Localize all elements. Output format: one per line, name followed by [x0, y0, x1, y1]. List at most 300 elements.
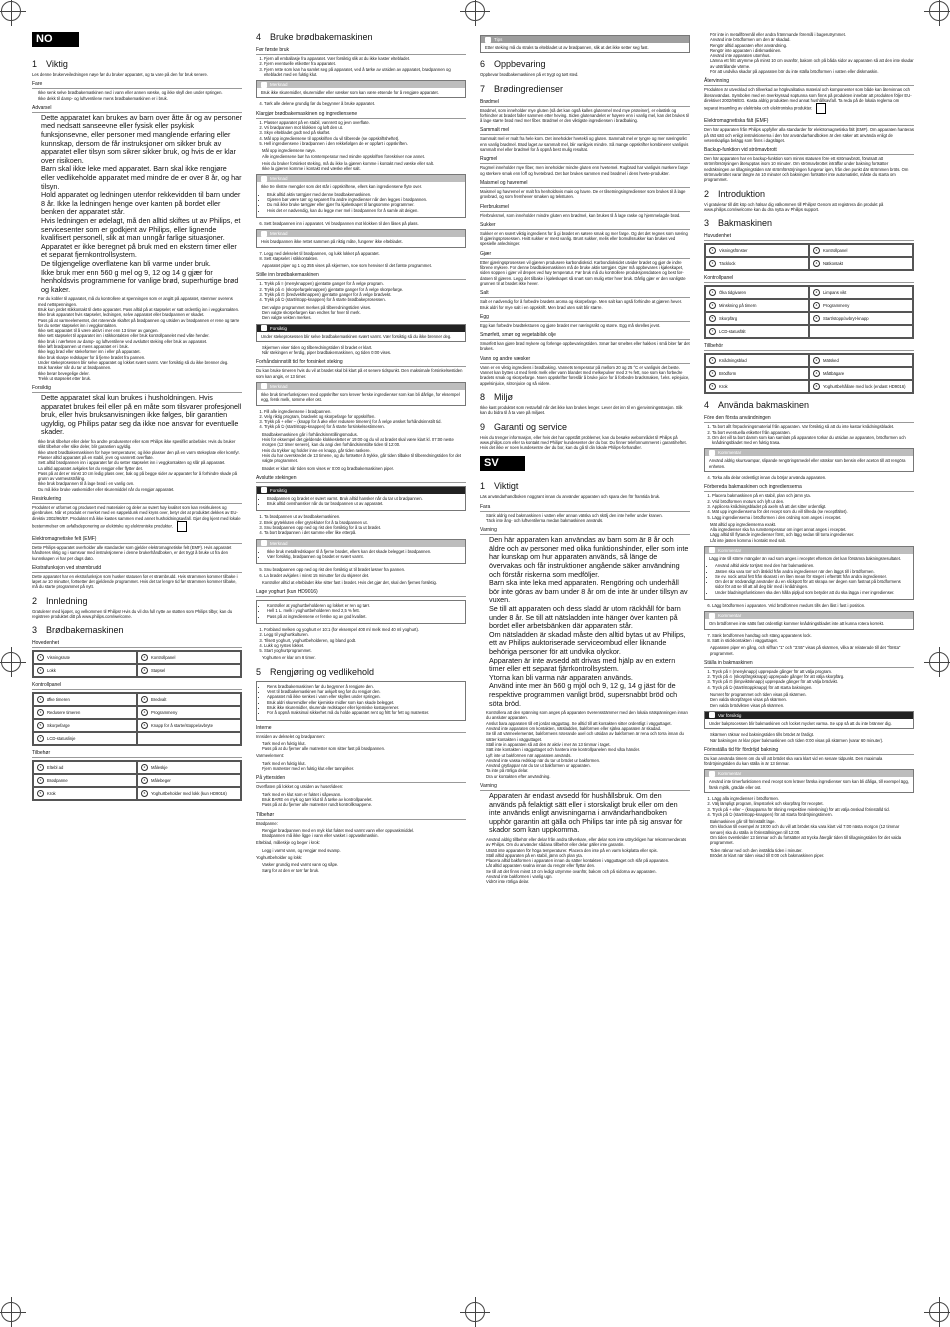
- part-label: Öka tidgivaren: [719, 290, 746, 296]
- list-item: • Se till att värmeelementet, bakformens roterande axel och utsidan av bakformen är rena och torra innan du sätter kontakten i vägguttaget.: [486, 731, 690, 742]
- maismel-heading: Maismel og havremel: [480, 180, 690, 188]
- list-item: 2. Trykk på ⊙ (skorpefargeknappen) gjentatte ganger for å velge skorpefarge.: [264, 287, 466, 292]
- maismel-text: Maismel og havremel er malt fra henholdsvis mais og havre. De er tilsetningsingredienser som brukes til å lage grovbrød, og som fremhever smaken og teksturen.: [480, 188, 686, 200]
- part-cell: [33, 732, 137, 745]
- crop-mark-bottom-center: [465, 1302, 485, 1322]
- part-cell: [137, 664, 241, 677]
- part-cell: [705, 312, 809, 325]
- list-item: • Pass på at ingrediensene er ferske og av god kvalitet.: [267, 614, 461, 619]
- list-item: 6. La brødet avkjøles i minst 15 minutter før du skjærer det.: [264, 573, 466, 578]
- list-item: 5. Start yoghurtprogrammet.: [264, 648, 466, 653]
- part-number-icon: 4: [141, 667, 148, 674]
- list-item: • Placera alltid bakformen i apparaten innan du sätter kontakten i vägguttaget och slår på apparaten.: [486, 858, 690, 863]
- list-item: 3. Trykk på + eller − (knapp for å øke eller redusere timeren) for å velge ønsket forhåndsinnstilt tid.: [264, 419, 466, 424]
- list-item: 5. Snu brødpannen opp ned og rist den forsiktig ut til brødet løsner fra pannen.: [264, 567, 466, 572]
- part-cell: [705, 299, 809, 312]
- list-item: • Ytorna kan bli varma när apparaten används.: [489, 674, 690, 683]
- tips-icon: [485, 37, 491, 43]
- garanti-text: Hvis du trenger informasjon, eller hvis det har oppstått problemer, kan du besøke webområdet til Philips på www.philips.com eller ta kontakt med Philips' kundesenter der du bor. Du finner telefonnummeret i garantiheftet. Hvis det ikke er noen kundesentre der du bor, kan du gå til din lokale Philips-forhandler.: [480, 434, 687, 451]
- part-number-icon: 6: [813, 383, 820, 390]
- sv-huvudenhet-table: [704, 243, 914, 271]
- part-number-icon: 5: [37, 722, 44, 729]
- list-item: • Lägg alltid till flytande ingredienser först, och lägg sedan till torra ingredienser.: [710, 532, 914, 537]
- avslutte-sub: • Kontroller alltid at eltebladet ikke sitter fast i brødet. Hvis det gjør det, skal den fjernes forsiktig.: [256, 580, 466, 585]
- section-6-title: 6 Oppbevaring: [480, 59, 546, 70]
- warning-box: Forsiktig • Brødpannen og brødet er svært varmt. Bruk alltid hansker når du tar ut brødpannen. • Bruk alltid ovnshansker når du tar brødpannen ut av apparatet.: [256, 486, 466, 512]
- list-item: 4. Tryck på ⏻ (start/stoppknapp) för att starta bakningen.: [712, 685, 914, 690]
- sv-varsamhet-big-list: [480, 792, 690, 835]
- list-item: • Bruk alltid ovnshansker når du tar brødpannen ut av apparatet.: [267, 501, 461, 506]
- list-item: • Barn ska inte leka med apparaten. Rengöring och underhåll bör inte göras av barn under 8 år om de inte är under tillsyn av vuxen.: [489, 579, 690, 605]
- list-item: • Apparatet må ikke senkes i vann eller skylles under springen.: [267, 694, 461, 699]
- list-item: • Rens brødbakemaskinen før du begynner å rengjøre den.: [267, 684, 461, 689]
- list-item: • Använd aldrig tillbehör eller delar från andra tillverkare, eller delar som inte uttryckligen har rekommenderats av Philips. Om du använder sådana tillbehör eller delar gäller inte garantin.: [486, 837, 690, 848]
- list-item: • Den valda skorpfärgen visas på skärmen.: [710, 697, 914, 702]
- list-item: • Apparatet er ikke beregnet på bruk med en ekstern timer eller et separat fjernkontrollsystem.: [41, 243, 242, 260]
- sv-backup-text: Den här apparaten har en backup-funktion som minns statusen före ett strömavbrott, förutsatt att strömförsörjningen återupptas inom 10 minuter. Om strömavbrottet inträffar under bakning fortsätter nedräkningen av tillagningstiden när strömförsörjningen fungerar igen, från den punkt där strömmen bröts. Om strömavbrottet varar längre än 10 minuter och bakningen fortsätter inte automatiskt, måste du starta om programmet.: [704, 156, 909, 183]
- list-item: • Vasker grundig med varmt vann og såpe.: [262, 862, 466, 867]
- list-item: • Apparaten är endast avsedd för hushållsbruk. Om den används på felaktigt sätt eller i storskaligt bruk eller om den inte används enligt anvisningarna i användarhandboken upphör garantin att gälla och Philips tar inte på sig ansvar för skador som kan uppkomma.: [489, 792, 690, 835]
- list-item: • Använd inte mer än 560 g mjöl och 9, 12 g, 14 g jäst för de respektive programmen vanligt bröd, supersnabbt bröd och söta bröd.: [489, 682, 690, 708]
- section-4-title: 4 Bruke brødbakemaskinen: [256, 32, 373, 42]
- rugmel-heading: Rugmel: [480, 156, 690, 164]
- part-number-icon: 2: [813, 289, 820, 296]
- part-cell: [705, 244, 809, 257]
- part-number-icon: 3: [709, 370, 716, 377]
- part-label: LCD-statusfält: [719, 329, 746, 335]
- part-label: Mätsked: [823, 358, 839, 364]
- rugmel-text: Rugmel inneholder mye fiber, men inneholder mindre gluten enn hvetemel. Rugbrød har vanligvis mørkere farge og sterkere smak enn loff og hvetebrød. Det bør brukes sammen med brødmel i dens hvete-produkter.: [480, 165, 688, 176]
- list-item: 2. Ta bort eventuella etiketter från apparaten.: [712, 430, 914, 435]
- note-box: [256, 600, 466, 624]
- part-label: Programmeny: [823, 303, 850, 309]
- part-number-icon: 1: [37, 696, 44, 703]
- sv-forinstalla-list: [704, 796, 914, 817]
- note-icon: [261, 82, 267, 88]
- innledning-text: Gratulerer med kjøpet, og velkommen til Philips! Hvis du vil dra full nytte av støtten som Philips tilbyr, kan du registrere produktet ditt på www.philips.com/welcome.: [32, 608, 233, 620]
- list-item: 2. Fjern eventuelle etiketter fra apparatet.: [264, 61, 466, 66]
- list-item: • Før du kobler til apparatet, må du kontrollere at spenningen som er angitt på apparatet, stemmer overens med nettspenningen.: [38, 296, 242, 307]
- list-item: • Hvis du har overskredet de 13 timene, og du fortsetter å trykke, går tiden tilbake til tilberedningstiden for det valgte programmet.: [262, 453, 466, 464]
- list-item: • Ikke utsett brødbakemaskinen for høye temperaturer, og ikke plasser den på en varm stekeplate eller komfyr.: [38, 450, 242, 455]
- list-item: • Utsätt inte apparaten för höga temperaturer. Placera den inte på en varm kokplatta eller spis.: [486, 848, 690, 853]
- list-item: 2. Vrid brödformen moturs och lyft ut den.: [712, 499, 914, 504]
- part-label: Skorpfärg: [719, 316, 738, 322]
- part-number-icon: 4: [813, 260, 820, 267]
- part-label: Visningsrute: [47, 655, 70, 661]
- klargjor-heading: Klargjør brødbakemaskinen og ingrediensene: [256, 111, 466, 119]
- sukker-heading: Sukker: [480, 222, 690, 230]
- part-number-icon: 5: [709, 383, 716, 390]
- part-number-icon: 3: [37, 777, 44, 784]
- tilbehor-rengj-heading: Tilbehør: [256, 812, 466, 820]
- part-number-icon: 4: [813, 370, 820, 377]
- note-icon: [261, 176, 267, 182]
- part-label: Brödform: [719, 371, 737, 377]
- part-cell: [705, 257, 809, 270]
- interne-heading: Interne: [256, 725, 466, 733]
- list-item: 3. Om det vill ta bort damm som kan samlats på apparaten torkar du utsidan av apparaten, brödformen och knådningsbladet med en fuktig trasa.: [712, 435, 914, 446]
- list-item: • Sänk aldrig ned bakmaskinen i vatten eller annan vätska och skölj den inte heller under kranen.: [486, 513, 690, 518]
- part-cell: [809, 286, 913, 299]
- part-cell: [33, 719, 137, 732]
- sv-section-1-title: 1 Viktigt: [480, 481, 519, 492]
- part-cell: [137, 706, 241, 719]
- forsiktig-small-list: [32, 439, 242, 492]
- list-item: • Låt alltid apparaten svalna innan du rengör eller flyttar den.: [486, 863, 690, 868]
- section-7-title: 7 Brødingredienser: [480, 83, 564, 94]
- list-item: • Lämna ett fritt utrymme på minst 10 cm ovanför, bakom och på båda sidor av apparaten så att den inte skadar av utstrålande värme.: [710, 58, 914, 69]
- part-label: Programmeny: [151, 710, 178, 716]
- list-item: 3. Tryck på ⊡ (limpviktsknapp) upprepade gånger för att välja brödvikt.: [712, 679, 914, 684]
- part-cell: [809, 325, 913, 338]
- part-label: Bredvalt: [151, 697, 167, 703]
- list-item: • Under bladningsfunktionen ska den hålla pipljud som betyder att du ska lägga i mer ingredienser.: [715, 590, 909, 595]
- list-item: 4. Trykk på ⏻ (start/stopp-knappen) for å starte brødbakeprosessen.: [264, 297, 466, 302]
- sammalt-heading: Sammalt mel: [480, 127, 690, 135]
- advarsel-big-list: [32, 114, 242, 294]
- part-number-icon: 6: [141, 790, 148, 797]
- list-item: • Tiden räknar ned och den inställda tiden i minuter.: [710, 848, 914, 853]
- part-label: Måttbägare: [823, 371, 845, 377]
- list-item: 1. Plasser apparatet på en stabil, vannrett og jevn overflate.: [264, 120, 466, 125]
- sv-section-3-title: 3 Bakmaskinen: [704, 218, 773, 229]
- note-icon: [709, 450, 715, 456]
- warning-icon: [709, 712, 715, 718]
- list-item: • Om tiden överskrider 13 timmar och du fortsätter att trycka återgår tiden till tillagningstiden för det valda programmet.: [710, 835, 914, 846]
- note-box: Kommentar Lägg inte till större mängder än vad som anges i receptet eftersom det kan försämra bakningsresultatet. • Använd alltid aktiv torrjäst med den här bakmaskinen. • Jästen ska vara torr och åtskild från andra ingredienser när den läggs till i brödformen. • Se ev. nock antal fett från skarast i en liten mean för steget i efterrätt från andra ingredienser. • Om det är nödvändigt använder du en slickpott för att skrapa ner degen som fastnat på brödformens sidor för att se till att all deg blir med i knådningen. • Under bladningsfunktionen ska den hålla pipljud som betyder att du ska lägga i mer ingredienser.: [704, 546, 914, 600]
- varmeelement-text: Varmeelement:: [256, 753, 285, 759]
- part-label: Eltebl ad: [47, 765, 64, 771]
- avslutte-list-2: [256, 567, 466, 578]
- note-box: [256, 681, 466, 721]
- forsiktig-heading: Forsiktig: [32, 385, 242, 393]
- list-item: • Tørk med en fuktig klut.: [262, 761, 466, 766]
- list-item: • Ikke berør bevegelige deler.: [38, 371, 242, 376]
- list-item: 4. Tryck på ⏻ (start/stopp-knappen) för att starta fördröjningstimern.: [712, 812, 914, 817]
- part-label: Støpsel: [151, 668, 166, 674]
- sv-forinstalla-last: [704, 848, 914, 859]
- warn-sub-list: [256, 345, 466, 356]
- part-label: Yoghurtbeholder med lokk (kun HD9016): [151, 791, 227, 797]
- part-number-icon: 1: [709, 247, 716, 254]
- backup-heading: Ekstrafunksjon ved strømbrudd: [32, 565, 242, 573]
- forste-bruk-heading: Før første bruk: [256, 47, 466, 55]
- kontrollpanel-table: [32, 692, 242, 746]
- yttersiden-text: Overflaten på lokket og utsiden av huset/ideen:: [256, 784, 344, 790]
- sv-varning-big-list: [480, 536, 690, 708]
- part-number-icon: 1: [709, 357, 716, 364]
- list-item: • Rengjør brødpannen med en myk klut fuktet med varmt vann eller oppvaskmiddel.: [262, 828, 466, 833]
- list-item: • Vidrör inte rörliga delar.: [486, 879, 690, 884]
- part-label: Målebeger: [151, 778, 171, 784]
- part-number-icon: 2: [141, 654, 148, 661]
- part-cell: [137, 651, 241, 664]
- list-item: • Vær forsiktig, brødpannen og brødet er svært varmt.: [267, 554, 461, 559]
- resirkulering-heading: Resirkulering: [32, 496, 242, 504]
- sv-fara-list: [480, 513, 690, 524]
- list-item: • Brødbakemaskinen går i forhåndsinnstillingsmodus.: [262, 432, 466, 437]
- klargjor-sub-list-2: [256, 161, 466, 172]
- part-cell: [809, 244, 913, 257]
- list-item: • Den valda brödvikten visas på skärmen.: [710, 703, 914, 708]
- part-number-icon: 2: [813, 247, 820, 254]
- crop-mark-middle-right: [929, 652, 949, 672]
- atervinning-heading: Återvinning: [704, 78, 914, 86]
- list-item: 1. Ta brødpannen ut av brødbakemaskinen.: [264, 514, 466, 519]
- list-item: • Bruk aldri skuremidler eller kjemiske midler som kan skade belegget.: [267, 700, 461, 705]
- list-item: • La alltid apparatet avkjøles før du rengjør eller flytter det.: [38, 466, 242, 471]
- sv-huvudenhet-heading: Huvudenhet: [704, 233, 914, 241]
- part-cell: [705, 354, 809, 367]
- list-item: • For å oppnå maksimal sikkerhet må du holde apparatet rent og fritt for fett og matrester.: [267, 710, 461, 715]
- intro-text: Les denne brukerveiledningen nøye før du bruker apparatet, og ta vare på den for bruk senere.: [32, 72, 208, 77]
- sv-forbereda-step7: [704, 633, 914, 644]
- list-item: • Trekk ut støpselet etter bruk.: [38, 376, 242, 381]
- list-item: • Dette apparatet kan brukes av barn over åtte år og av personer med nedsatt sanseevne eller fysisk eller psykisk funksjonsevne, eller personer med manglende erfaring eller kunnskap, dersom de får instruksjoner om sikker bruk av apparatet eller tilsyn som sikrer sikker bruk, og hvis de er klar over risikoen.: [41, 114, 242, 166]
- list-item: 2. Vri brødpannen mot klokken og løft den ut.: [264, 125, 466, 130]
- list-item: 4. Mät upp ingredienserna för det recept som du vill tillreda (se receptfältet).: [712, 509, 914, 514]
- tilbehor-text-3: Yoghurtbeholder og lokk:: [256, 855, 303, 861]
- gjaer-text: Etter gjæringsprosessen vil gjæren produsere karbondioksid. Karbondioksidet utvider brødet og gjør de indre fibrene mykere. For denne brødbakemaskinen må de bruke aktiv tørrgjær. Gjær må oppbevares i kjøleskapet, siden soppen i gjær vil drepes ved høy temperatur. Før bruk må du kontrollere produksjonsdatoen og best før-datoen til gjæren. Legg det tilbake i kjøleskapet så snart som mulig etter hver bruk. Dårlig gjær er den vanligste grunnen til at brødet ikke hever.: [480, 259, 686, 286]
- sv-section-2-title: 2 Introduktion: [704, 188, 766, 199]
- stille-list: [256, 281, 466, 302]
- part-label: Knådningsblad: [719, 358, 747, 364]
- list-item: • Pass på at du fjerner alle matrester rundt kontrollknappene.: [262, 802, 466, 807]
- list-item: 4. Lukk og rystes lokket.: [264, 643, 466, 648]
- list-item: • Mät alltid upp ingredienserna exakt.: [710, 522, 914, 527]
- sv-forinstalla-text: Du kan använda timern om du vill att brödet ska vara klart vid en senare tidpunkt. Den maximala fördröjningstiden du kan ställa in är 13 timmar.: [704, 755, 883, 767]
- list-item: • Barn skal ikke leke med apparatet. Barn skal ikke rengjøre eller vedlikeholde apparatet med mindre de er over 8 år, og har tilsyn.: [41, 165, 242, 191]
- list-item: • Ikke sett apparatet til å være aktivt i mer enn 13 timer av gangen.: [38, 328, 242, 333]
- part-cell: [705, 380, 809, 393]
- list-item: • Hvis for eksempel det gjeldende klokkeslettet er 19:00 og du vil at brødet skal være klart kl. 07:00 neste morgen (12 timer senere), kan du angi den forhåndsinnstilte tiden til 12:00.: [262, 437, 466, 448]
- yoghurt-heading: Lage yoghurt (kun HD9016): [256, 589, 466, 597]
- sv-forinstalla-sub: [704, 819, 914, 845]
- note-box: Merknad • Ikke bruk metallredskaper til å fjerne brødet, ellers kan det skade belegget i brødpannen. • Vær forsiktig, brødpannen og brødet er svært varmt.: [256, 539, 466, 565]
- backup-text: Dette apparatet har en ekstrafunksjon som husker statusen før et strømbrudd. Hvis strømmen kommer tilbake i løpet av 10 minutter, fortsetter det gjeldende programmet. Hvis det tar lengre tid før strømmen kommer tilbake, må du starte programmet på nytt.: [32, 573, 238, 590]
- hovedenhet-heading: Hovedenhet: [32, 640, 242, 648]
- yoghurt-list: [256, 627, 466, 653]
- list-item: 1. Fjern all emballasje fra apparatet. Vær forsiktig slik at du ikke kaster eltebladet.: [264, 56, 466, 61]
- varmeelement-list: [256, 761, 466, 772]
- tilbehor-table: [32, 760, 242, 801]
- list-item: • Använd grytlappar när du tar ut bakformen ur apparaten.: [486, 763, 690, 768]
- smor-text: Smørfett kan gjøre brød mykere og forlenge oppbevaringstiden. Smør bør smeltes eller hakkes i små biter før det brukes.: [480, 341, 690, 352]
- list-item: 5. Lägg ingredienserna i brödformen i den ordning som anges i receptet.: [712, 515, 914, 520]
- avslutte-list: [256, 514, 466, 535]
- sv-varsamhet-small-list: [480, 837, 690, 885]
- forsinket-text: Du kan bruke timeren hvis du vil at brødet skal bli klart på et senere tidspunkt. Den maksimale forsinkelsestiden som kan angis, er 13 timer.: [256, 368, 463, 379]
- list-item: • Använd inte apparaten utomhus.: [710, 53, 914, 58]
- list-item: • Ikke bruk apparatet hvis støpselet, ledningen, selve apparatet eller brødpannen er skadet.: [38, 312, 242, 317]
- sv-backup-heading: Backup-funktion vid strömavbrott: [704, 147, 914, 155]
- list-item: • Skärmen räknar ned bakningstiden tills brödet är färdigt.: [710, 732, 914, 737]
- list-item: 2. Välj lämpligt program, limpstorlek och skorpfärg för receptet.: [712, 801, 914, 806]
- vann-heading: Vann og andre væsker: [480, 356, 690, 364]
- list-item: 2. Legg til yoghurtkulturen.: [264, 632, 466, 637]
- sukker-text: Sukker er en svært viktig ingrediens for å gi brødet en søtere smak og mer farge. Og det det regnes som næring til gjæringsprosessen. Hvitt sukker er mest vanlig. Brunt sukker, melis eller bomullssukker kan brukes ved spesielle anledninger.: [480, 230, 688, 247]
- part-label: Øke timeren: [47, 697, 70, 703]
- list-item: 1. Ta bort allt förpackningsmaterial från apparaten. Var försiktig så att du inte kastar knådningsbladet.: [712, 424, 914, 429]
- list-item: • Ikke la gjæren komme i kontakt med væske eller salt.: [262, 166, 466, 171]
- section-9-title: 9 Garanti og service: [480, 421, 568, 432]
- section-1-title: 1 Viktig: [32, 59, 68, 69]
- list-item: 5. Hell ingrediensene i brødpannen i den rekkefølgen de er oppført i oppskriften.: [264, 141, 466, 146]
- list-item: • Rengör alltid apparaten efter användning.: [710, 43, 914, 48]
- part-label: Kontrollpanel: [151, 655, 176, 661]
- part-cell: [33, 774, 137, 787]
- tips-box: Tips Etter steking må du straks ta eltebladet ut av brødpannen, slik at det ikke setter seg fast.: [480, 35, 690, 53]
- crossed-bin-icon: [816, 103, 826, 114]
- list-item: • Gjæren bør være tørr og separert fra andre ingredienser når den legges i brødpannen.: [267, 197, 461, 202]
- sv-fara-heading: Fara: [480, 504, 690, 512]
- list-item: 2. Tryck på ⊙ (skorpfärgsknapp) upprepade gånger för att välja skorpfärg.: [712, 674, 914, 679]
- part-number-icon: 1: [37, 764, 44, 771]
- sv-forbereda-step6: 6. Lägg brödformen i apparaten. Vrid brödformen medurs tills den låst i fast i position.: [704, 603, 914, 608]
- crop-mark-top-right: [929, 1, 949, 21]
- list-item: 7. Sänk brödformen handtag och stäng apparatens lock.: [712, 633, 914, 638]
- list-item: • Se till att apparaten och dess sladd är utom räckhåll för barn under 8 år. Se till att nätsladden inte hänger över kanten på bordet eller arbetsbänken där apparaten står.: [489, 605, 690, 631]
- klargjor-sub-list: [256, 148, 466, 159]
- list-item: • Jästen ska vara torr och åtskild från andra ingredienser när den läggs till i brödformen.: [715, 569, 909, 574]
- list-item: • Den valgte skorpefargen kan endres for hver til merk.: [262, 310, 466, 315]
- list-item: • Anslut bara apparaten till ett jordat vägguttag. Se alltid till att kontakten sitter ordentligt i vägguttaget.: [486, 721, 690, 726]
- section-8-title: 8 Miljø: [480, 391, 513, 402]
- part-label: Knapp for å starte/stoppe/avbryte: [151, 723, 213, 729]
- list-item: • Bruk kun jordet stikkontakt til dette apparatet. Pass alltid på at støpselet er satt ordentlig inn i veggkontakten.: [38, 307, 242, 312]
- list-item: • Använd inte brödformen om den är skadad.: [710, 37, 914, 42]
- part-number-icon: 3: [709, 260, 716, 267]
- list-item: • Det valgte programmet merkes på tilberedningstiden vises.: [262, 305, 466, 310]
- egg-heading: Egg: [480, 314, 690, 322]
- list-item: • Ikke senk selve brødbakemaskinen ned i vann eller annen væske, og ikke skyll den under springen.: [38, 90, 242, 95]
- klargjor-list: [256, 120, 466, 146]
- crop-mark-bottom-right: [929, 1302, 949, 1322]
- list-item: • Numret för programmet och tiden visas på skärmen.: [710, 692, 914, 697]
- list-item: • Hvis du trykker og holder inne en knapp, går tiden raskere.: [262, 448, 466, 453]
- emf-heading: Elektromagnetiske felt (EMF): [32, 536, 242, 544]
- list-item: • Alla ingredienser ska ha rumstemperatur om inget annat anges i receptet.: [710, 527, 914, 532]
- sv-stalla-list: [704, 669, 914, 690]
- warning-box: Forsiktig Under stekeprosessen blir selve brødbakemaskinen svært varmt. Vær forsiktig så du ikke brenner deg.: [256, 324, 466, 342]
- list-item: 1. Tryck på ≡ (menyknapp) upprepade gånger för att välja program.: [712, 669, 914, 674]
- sv-varning-small-list: [480, 710, 690, 779]
- list-item: • Sett alltid brødpannen inn i apparatet før du setter støpselet inn i veggkontakten og slår på apparatet.: [38, 460, 242, 465]
- stille-heading: Stille inn brødbakemaskinen: [256, 272, 466, 280]
- list-item: • Plasser alltid apparatet på en stabil, jevn og vannrett overflate.: [38, 455, 242, 460]
- list-item: 2. Brek grytekluten eller grytekluter for å ta brødpannen ut.: [264, 520, 466, 525]
- sv-fore-heading: Före den första användningen: [704, 415, 914, 423]
- kontrollpanel-heading: Kontrollpanel: [32, 682, 242, 690]
- emf-text: Dette Philips-apparatet overholder alle standarder som gjelder elektromagnetiske felt (EMF). Hvis apparatet håndteres riktig og i samsvar med instruksjonene i denne brukerhåndboken, er det trygt å bruke ut fra den kunnskapen vi har per dags dato.: [32, 544, 232, 561]
- list-item: • Sørg for at den er tørr før bruk.: [262, 868, 466, 873]
- list-item: 3. Skyv eltebladet godt ned på skaftet.: [264, 130, 466, 135]
- yttersiden-list: [256, 792, 466, 808]
- list-item: • Ikke dekk til damp- og luftventilene mens brødbakemaskinen er i bruk.: [38, 96, 242, 101]
- column-4: [704, 32, 914, 1292]
- list-item: • Använd inte bakformen i vanlig ugn.: [486, 874, 690, 879]
- list-item: • Använd alltid aktiv torrjäst med den här bakmaskinen.: [715, 563, 909, 568]
- sv-fore-list: [704, 424, 914, 445]
- list-item: 3. Applicera knådningsbladet på axeln så att det sitter ordentligt.: [712, 504, 914, 509]
- list-item: • Du må ikke bruke tørrgjær eller gjær fra kjøleskapet til langsomme programmer.: [267, 202, 461, 207]
- list-item: 4. Ta bort brødpannen i det samme eller like etterpå.: [264, 530, 466, 535]
- list-item: • Ställ inte in apparaten så att den är aktiv i mer än 13 timmar i taget.: [486, 742, 690, 747]
- crossed-bin-icon: [177, 521, 187, 532]
- section-2-title: 2 Innledning: [32, 595, 88, 606]
- part-label: Visningsfönster: [719, 248, 748, 254]
- list-item: • Pass på at du fjerner alle matrester som sitter fast på brødpannen.: [262, 746, 466, 751]
- list-item: • Skjermen viser tiden og tilberedningstiden til brødet er klart.: [262, 345, 466, 350]
- part-cell: [137, 719, 241, 732]
- tilbehor-list-2: [256, 848, 466, 853]
- crop-mark-top-center: [465, 1, 485, 21]
- list-item: • Brødpannen må ikke ligge i vann eller vasket i oppvaskmaskin.: [262, 833, 466, 838]
- interne-text: Innsiden av dekselet og brødpannen:: [256, 733, 325, 739]
- crop-mark-bottom-left: [1, 1302, 21, 1322]
- list-item: 8. Sätt in stickkontakten i vägguttaget.: [712, 638, 914, 643]
- forsiktig-big-list: [32, 394, 242, 437]
- tilbehor-text-2: Elteblad, måleskje og beger i krok:: [256, 840, 321, 846]
- part-number-icon: 4: [141, 709, 148, 716]
- part-label: Krok: [47, 791, 56, 797]
- list-item: • Bruk ikke skuremidler, skurende redskaper eller kjemiske kostøyerener.: [267, 705, 461, 710]
- part-cell: [137, 774, 241, 787]
- list-item: • Se ev. nock antal fett från skarast i en liten mean för steget i efterrätt från andra ingredienser.: [715, 574, 909, 579]
- sv-intro-text: Läs användarhandboken noggrant innan du använder apparaten och spara den för framtida bruk.: [480, 494, 661, 500]
- column-2: [256, 32, 466, 1292]
- part-label: Lokk: [47, 668, 56, 674]
- sv-emf-text: Den här apparaten från Philips uppfyller alla standarder för elektromagnetiska fält (EMF). Om apparaten hanteras på rätt sätt och enligt instruktionerna i den här användarhandboken är den säker att använda enligt de vetenskapliga belägg som finns i dagsläget.: [704, 127, 914, 143]
- list-item: 7. Legg ned dekselet til brødpannen, og lukk lokket på apparatet.: [264, 251, 466, 256]
- egg-text: Egg kan forbedre brødteksturen og gjøre brødet mer næringsrikt og større. Egg må skrelles jevnt.: [480, 322, 661, 328]
- salt-text: Salt er nødvendig for å forbedre brødets aroma og skorpefarge. Men salt kan også forhindre at gjæren hever. Bruk aldri for mye salt i en oppskrift. Men brød uten salt blir større.: [480, 299, 683, 310]
- part-cell: [809, 257, 913, 270]
- part-number-icon: 3: [709, 302, 716, 309]
- part-cell: [33, 706, 137, 719]
- list-item: • Bakmaskinen går till förinställt läge.: [710, 819, 914, 824]
- part-label: Redusere timeren: [47, 710, 81, 716]
- sv-section-4-title: 4 Använda bakmaskinen: [704, 400, 810, 411]
- list-item: • Pass på at det er minst 10 cm ledig plass over, bak og på begge sider av apparatet for å forhindre skade på grunn av varmeutstråling.: [38, 471, 242, 482]
- sv-varning-heading: Varning: [480, 527, 690, 535]
- tilbehor-list-3: [256, 862, 466, 873]
- list-item: • Når stekingen er ferdig, piper brødbakemaskinen, og tiden 0:00 vises.: [262, 350, 466, 355]
- list-item: • Apparaten är inte avsedd att drivas med hjälp av en extern timer eller ett separat fjärrkontrollsystem.: [489, 657, 690, 674]
- part-number-icon: 4: [813, 302, 820, 309]
- list-item: 3. Snu brødpannen opp ned og rist den forsiktig for å ta ut brødet.: [264, 525, 466, 530]
- list-item: • När bakningen är klar piper bakmaskinen och tiden 0:00 visas på skärmen (varar 60 minuter).: [710, 738, 914, 743]
- list-item: 3. Tilsett yoghurt, yoghurtbeholderen, og bland godt.: [264, 638, 466, 643]
- list-item: • Ikke bruk metallredskaper til å fjerne brødet, ellers kan det skade belegget i brødpannen.: [267, 549, 461, 554]
- sv-forbereda-sub: [704, 522, 914, 543]
- note-box: Merknad Hvis brødpannen ikke rettet sammen på riktig måte, fungerer ikke eltebladet.: [256, 229, 466, 247]
- part-cell: [809, 380, 913, 393]
- list-item: • Hell 1 L. melk i yoghurtbeholderen med 2,5 % fett.: [267, 608, 461, 613]
- list-item: • För att undvika skador på apparaten bör du inte ställa brödformen i vatten eller diskmaskin.: [710, 69, 914, 74]
- list-item: • Ikke legg brød eller stekeformer inn i eller på apparatet.: [38, 349, 242, 354]
- part-label: Yoghurtbehållare med lock (endast HD9016): [823, 384, 906, 390]
- section-3-title: 3 Brødbakemaskinen: [32, 625, 124, 636]
- list-item: • De tilgjengelige overflatene kan bli varme under bruk.: [41, 260, 242, 269]
- list-item: • Om nätsladden är skadad måste den alltid bytas ut av Philips, ett av Philips auktoriserade serviceombud eller liknande behöriga personer för att undvika olyckor.: [489, 631, 690, 657]
- list-item: • Sätt inte kontakten i vägguttaget och hantera inte kontrollpanelen med våta händer.: [486, 747, 690, 752]
- list-item: • Vent til brødbakemaskinen har avkjølt seg før du rengjør den.: [267, 689, 461, 694]
- list-item: • Brødpannen og brødet er svært varmt. Bruk alltid hansker når du tar ut brødpannen.: [267, 496, 461, 501]
- sv-fore-step4: 4. Torka alla delar ordentligt innan du börjar använda apparaten.: [704, 475, 914, 480]
- warning-icon: [261, 325, 267, 331]
